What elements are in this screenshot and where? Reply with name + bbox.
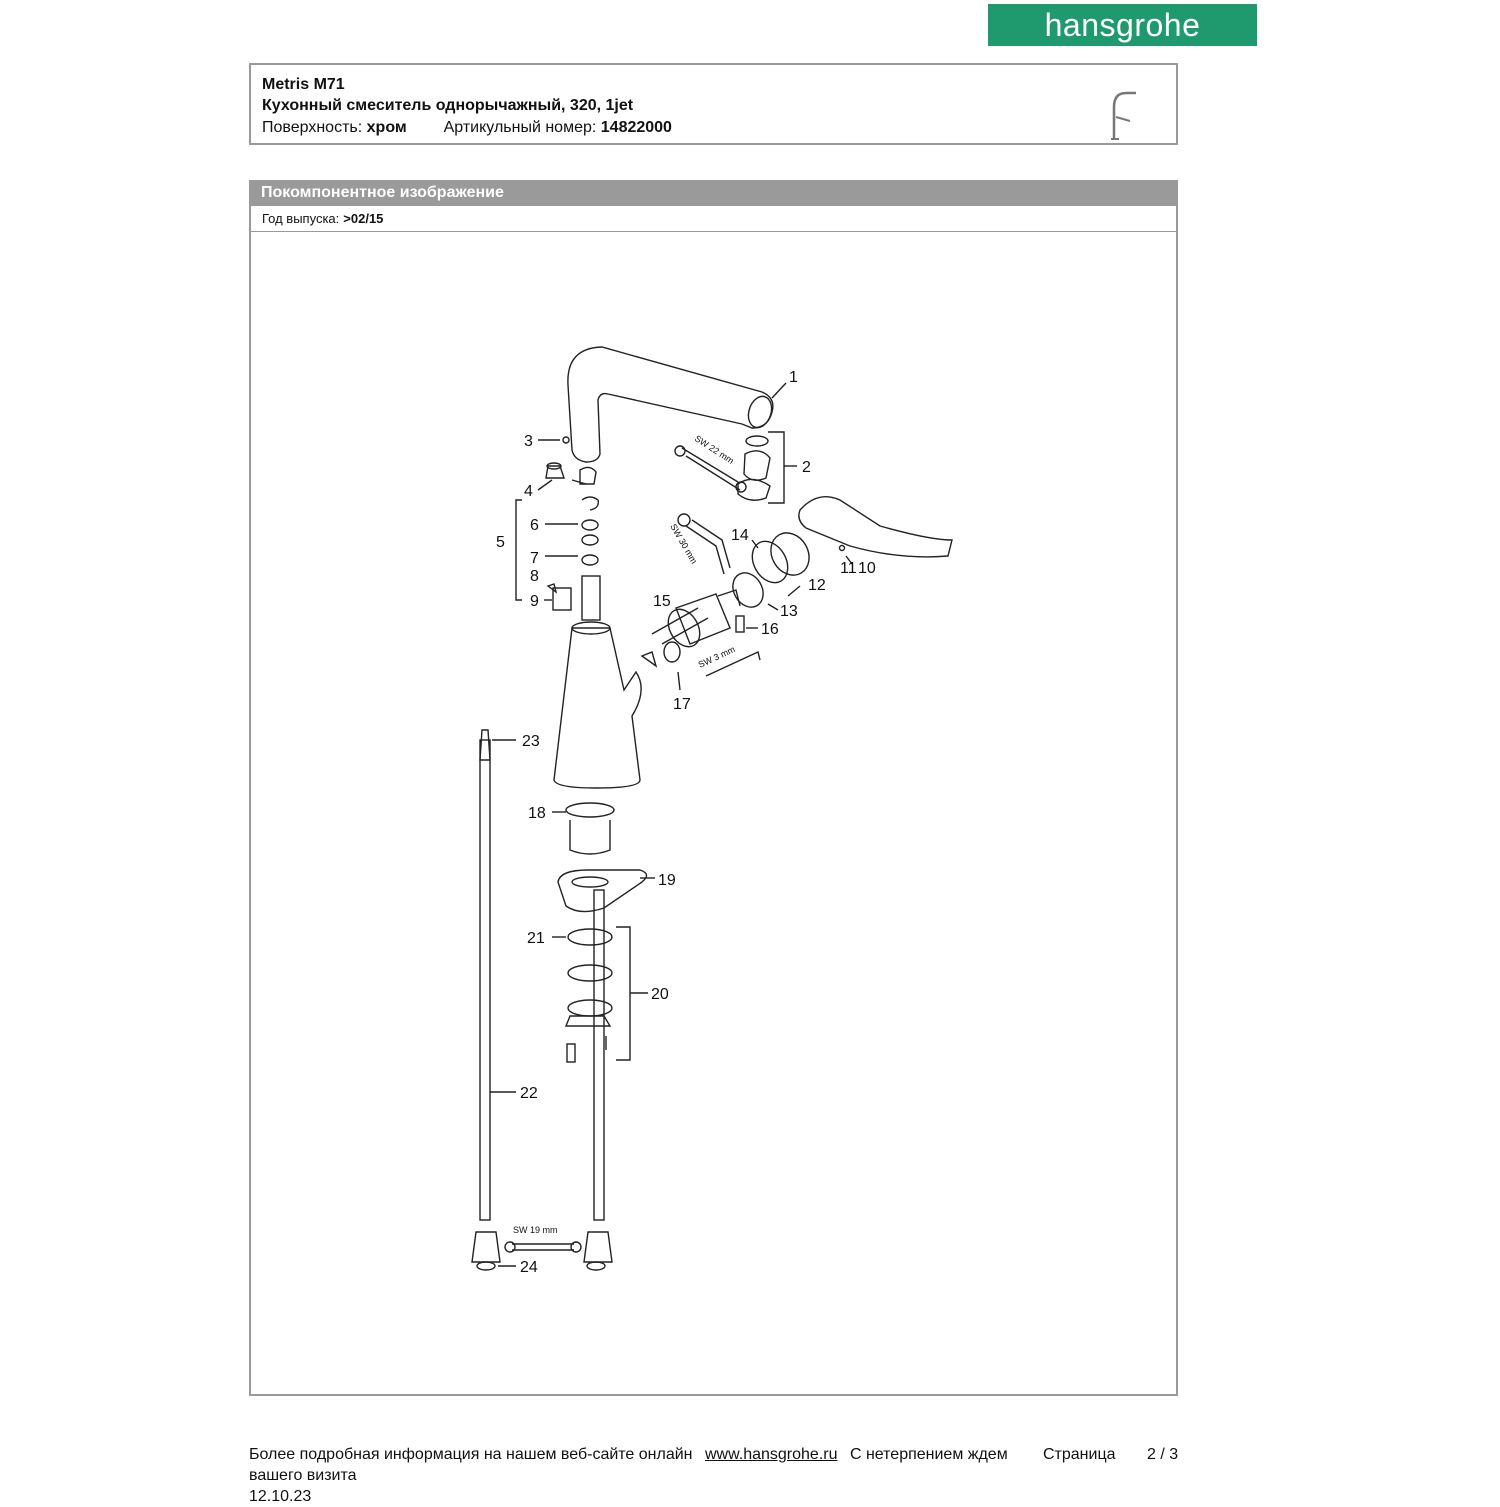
page-label: Страница: [1043, 1446, 1116, 1463]
callout-16: 16: [761, 621, 779, 638]
callout-10: 10: [858, 560, 876, 577]
surface-value: хром: [366, 119, 407, 136]
page-number: 2 / 3: [1147, 1446, 1179, 1463]
lever-handle: [799, 497, 952, 557]
wrench-sw22-label: SW 22 mm: [692, 433, 736, 466]
footer-visit-2: вашего визита: [249, 1467, 357, 1484]
callout-15: 15: [653, 593, 671, 610]
callout-9: 9: [530, 593, 539, 610]
callout-11: 11: [840, 560, 857, 577]
surface-label: Поверхность:: [262, 119, 363, 136]
release-year: Год выпуска: >02/15: [251, 206, 1176, 232]
callout-12: 12: [808, 577, 826, 594]
footer-visit-1: С нетерпением ждем: [849, 1446, 1008, 1463]
callout-3: 3: [524, 433, 533, 450]
callout-2: 2: [802, 459, 811, 476]
website-link[interactable]: www.hansgrohe.ru: [704, 1446, 838, 1463]
wrench-sw3-label: SW 3 mm: [696, 644, 737, 670]
product-description: Кухонный смеситель однорычажный, 320, 1jet: [262, 97, 634, 114]
faucet-body: [554, 628, 641, 788]
callout-23: 23: [522, 733, 540, 750]
article-label: Артикульный номер:: [443, 119, 597, 136]
wrench-sw19-label: SW 19 mm: [513, 1225, 558, 1235]
brand-logo: hansgrohe: [988, 4, 1257, 46]
wrench-sw30-label: SW 30 mm: [668, 522, 700, 566]
callout-14: 14: [731, 527, 749, 544]
callout-6: 6: [530, 517, 539, 534]
callout-7: 7: [530, 550, 539, 567]
callout-18: 18: [528, 805, 546, 822]
callout-8: 8: [530, 568, 539, 585]
callout-20: 20: [651, 986, 669, 1003]
wrench-labels: [513, 433, 737, 1235]
callout-19: 19: [658, 872, 676, 889]
spout-part: [568, 347, 773, 462]
callout-24: 24: [520, 1259, 538, 1276]
callout-4: 4: [524, 483, 533, 500]
footer-date: 12.10.23: [249, 1488, 312, 1505]
callout-1: 1: [789, 369, 798, 386]
callouts: [496, 369, 876, 1276]
footer-info: Более подробная информация на нашем веб-сайте онлайн: [249, 1446, 693, 1463]
callout-5: 5: [496, 534, 505, 551]
callout-13: 13: [780, 603, 798, 620]
callout-21: 21: [527, 930, 545, 947]
callout-17: 17: [673, 696, 691, 713]
callout-22: 22: [520, 1085, 538, 1102]
article-value: 14822000: [600, 119, 672, 136]
model-name: Metris M71: [262, 76, 345, 93]
page-footer: [249, 1444, 1184, 1507]
section-title: Покомпонентное изображение: [249, 180, 1178, 206]
